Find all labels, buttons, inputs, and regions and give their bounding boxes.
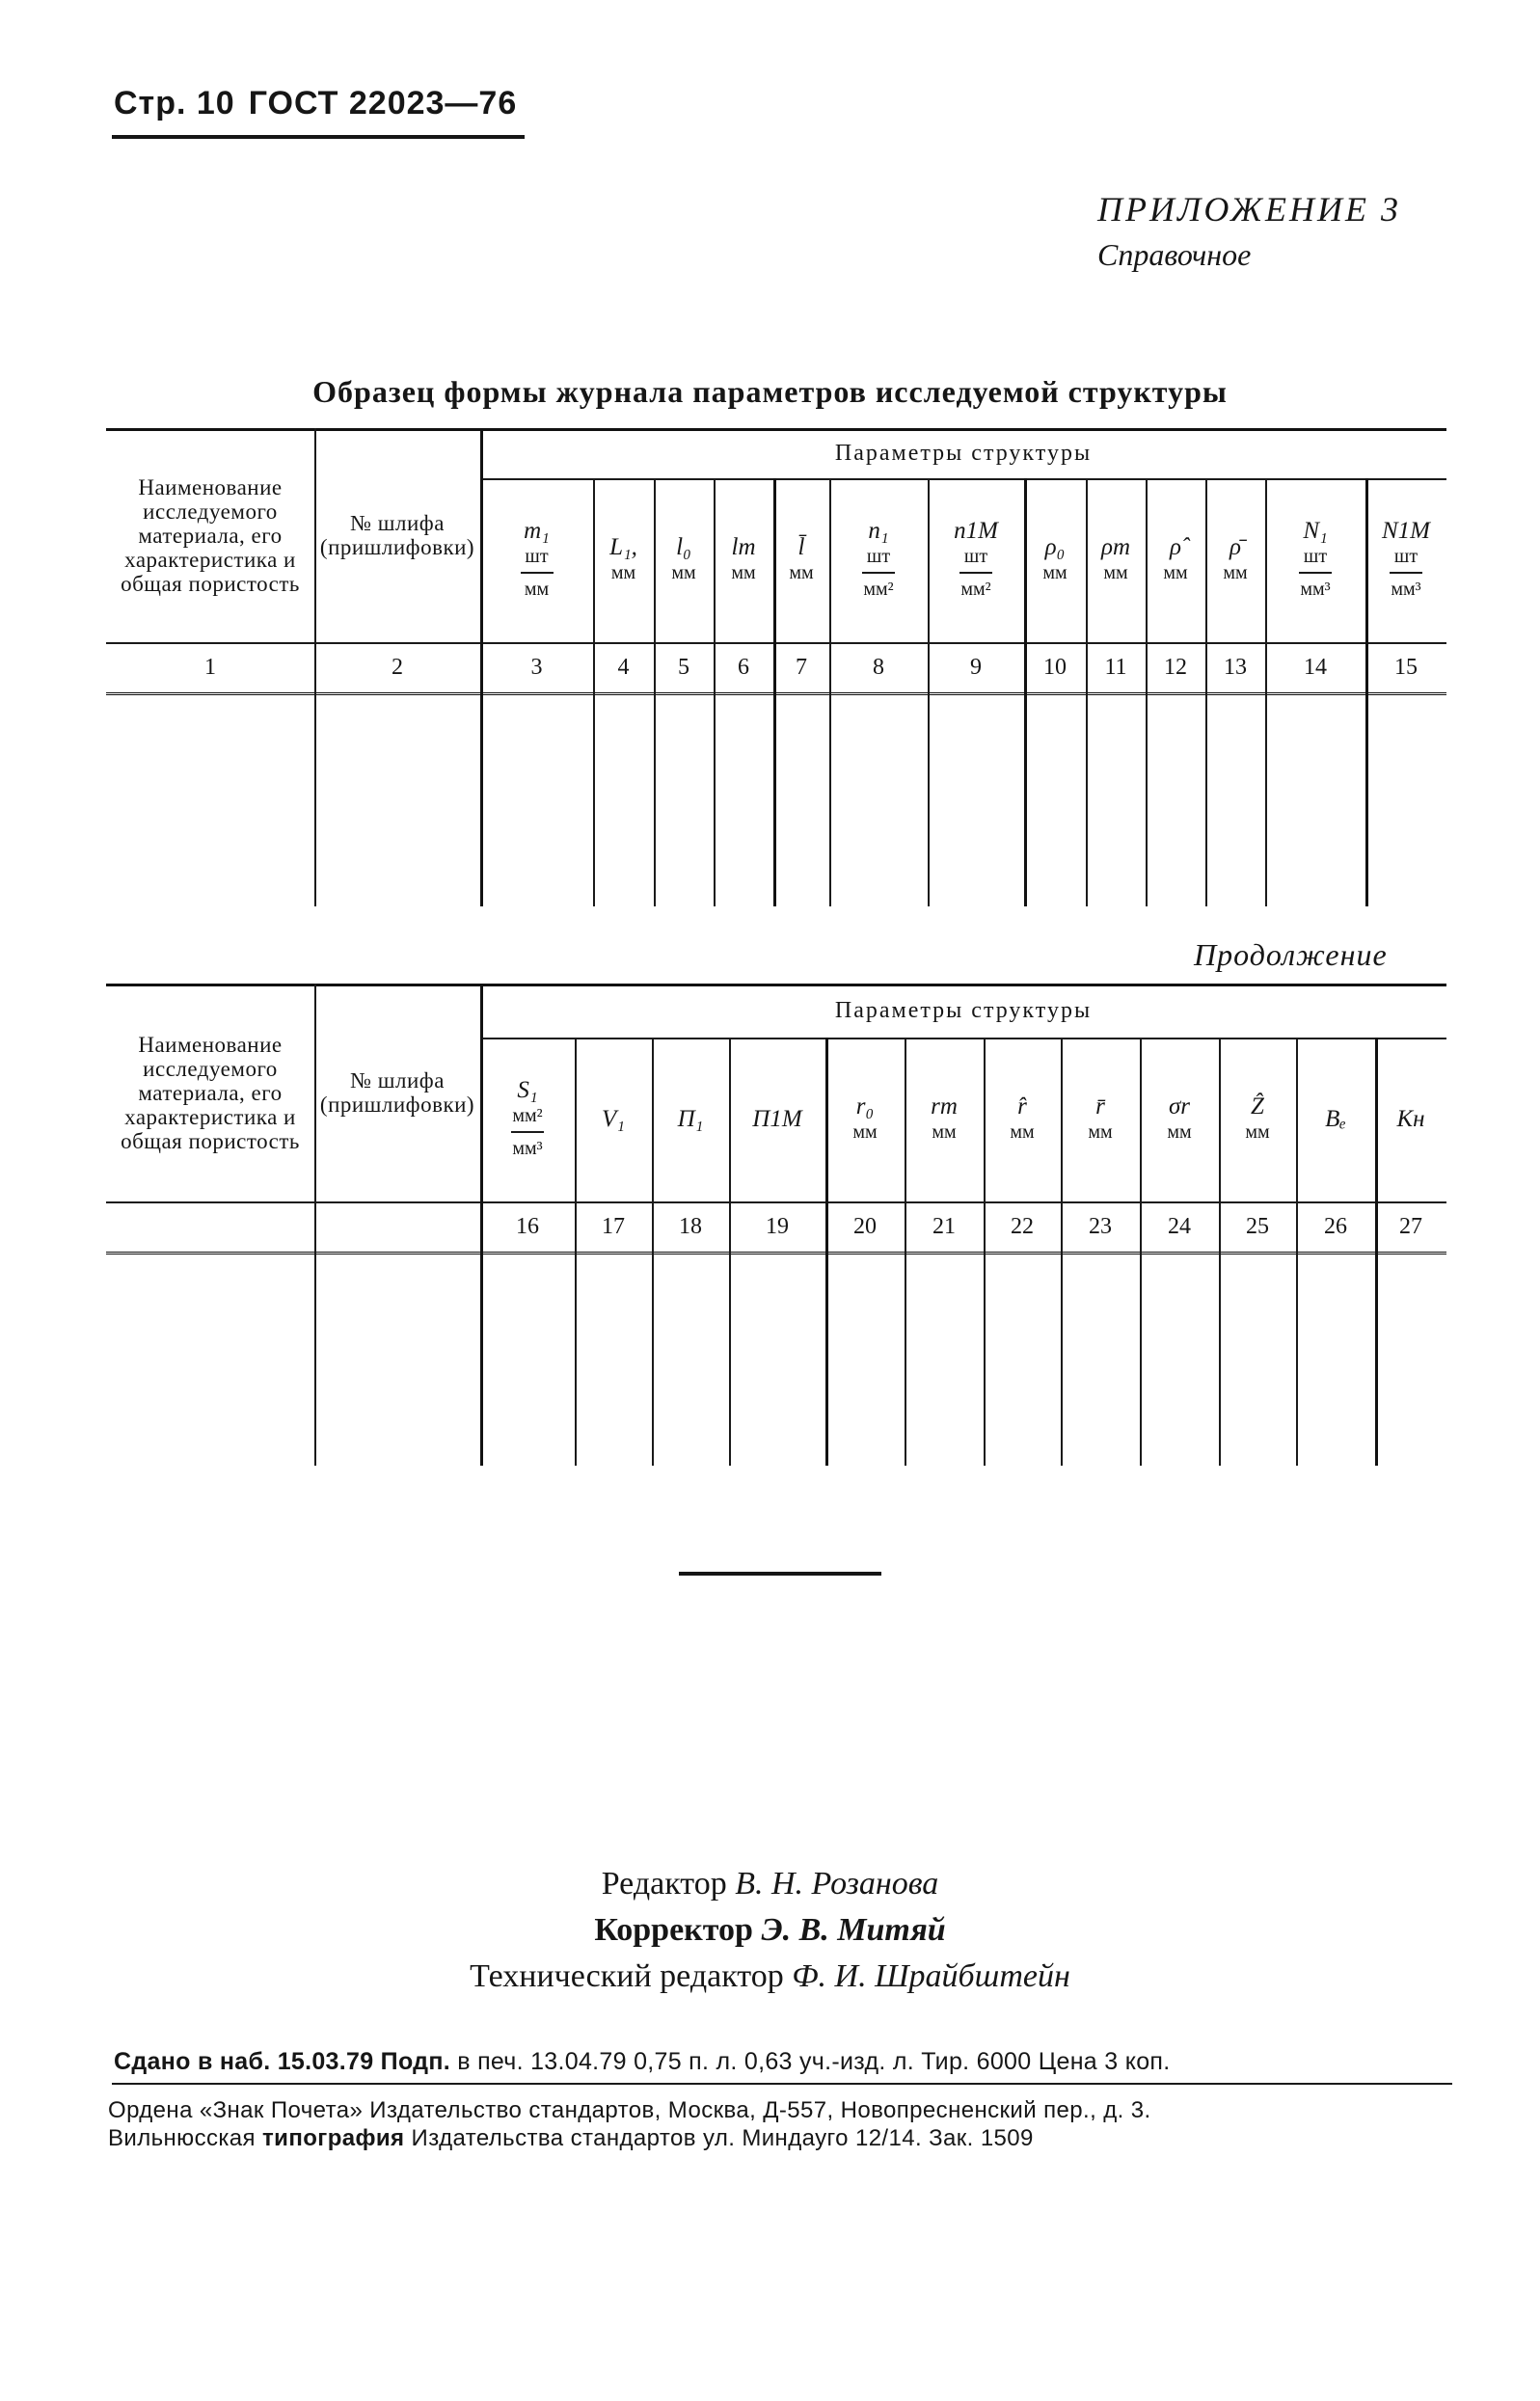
- param-Be: Bₑ: [1325, 1106, 1346, 1132]
- editor-line: Редактор В. Н. Розанова: [601, 1866, 939, 1902]
- param-P1M: П1M: [752, 1106, 802, 1132]
- col-number: 22: [1011, 1213, 1034, 1239]
- page-header: [114, 85, 517, 122]
- imprint-line-2: Ордена «Знак Почета» Издательство стандартов, Москва, Д-557, Новопресненский пер., д. 3.: [108, 2097, 1151, 2123]
- col-number: 5: [678, 654, 689, 680]
- param-Kn: Kн: [1396, 1106, 1425, 1132]
- col-number: 4: [617, 654, 630, 680]
- param-r0: r₀ мм: [852, 1093, 878, 1143]
- param-rho-hat: ρ̂ мм: [1163, 534, 1188, 583]
- col-number: 17: [602, 1213, 625, 1239]
- standard-number: ГОСТ 22023—76: [248, 85, 518, 121]
- param-l-bar: l̄ мм: [789, 534, 814, 583]
- col-number: 13: [1224, 654, 1247, 680]
- param-r-hat: r̂ мм: [1010, 1093, 1035, 1143]
- appendix-subtitle: Справочное: [1097, 237, 1252, 272]
- col-number: 11: [1104, 654, 1127, 680]
- param-S1: S₁ мм² мм³: [512, 1077, 543, 1159]
- parameters-table-1: [106, 428, 1446, 906]
- col-sample-header: № шлифа (пришлифовки): [319, 1068, 475, 1117]
- param-N1M: N1M шт мм³: [1382, 518, 1430, 600]
- col-number: 21: [932, 1213, 956, 1239]
- params-group-header: Параметры структуры: [834, 997, 1093, 1023]
- imprint-line-3: Вильнюсская типография Издательства стандартов ул. Миндауго 12/14. Зак. 1509: [108, 2125, 1034, 2151]
- continuation-label: Продолжение: [1194, 937, 1388, 972]
- col-number: 6: [738, 654, 749, 680]
- param-m1: m₁ шт мм: [480, 478, 593, 642]
- param-rhom: ρm мм: [1100, 534, 1131, 583]
- imprint-rule: [112, 2083, 1452, 2085]
- params-group-header: Параметры структуры: [834, 440, 1093, 466]
- param-rho0: ρ₀ мм: [1042, 534, 1067, 583]
- col-number: 16: [516, 1213, 539, 1239]
- col-number: 1: [204, 654, 216, 680]
- param-P1: П₁: [677, 1106, 704, 1132]
- credits-block: [0, 1861, 1540, 2000]
- imprint-line-1: Сдано в наб. 15.03.79 Подп. в печ. 13.04.79 0,75 п. л. 0,63 уч.-изд. л. Тир. 6000 Цена 3 коп.: [114, 2048, 1171, 2075]
- param-rm: rm мм: [931, 1093, 958, 1143]
- page-label: Стр. 10: [114, 85, 235, 121]
- col-number: 27: [1399, 1213, 1422, 1239]
- header-rule: [112, 135, 525, 139]
- col-number: 24: [1168, 1213, 1191, 1239]
- param-n1M: n1M шт мм²: [954, 518, 998, 600]
- corrector-line: Корректор Э. В. Митяй: [594, 1912, 946, 1948]
- col-number: 20: [853, 1213, 877, 1239]
- col-number: 12: [1164, 654, 1187, 680]
- col-number: 23: [1089, 1213, 1112, 1239]
- tech-editor-line: Технический редактор Ф. И. Шрайбштейн: [470, 1958, 1070, 1994]
- col-sample-header: № шлифа (пришлифовки): [319, 511, 475, 559]
- col-number: 2: [392, 654, 403, 680]
- col-material-header: Наименование исследуемого материала, его характеристика и общая пористость: [121, 1032, 300, 1153]
- param-r-bar: r̄ мм: [1088, 1093, 1113, 1143]
- param-lm: lm мм: [731, 534, 756, 583]
- parameters-table-2: [106, 984, 1446, 1466]
- param-n1: n₁ шт мм²: [863, 518, 894, 600]
- param-l0: l₀ мм: [671, 534, 696, 583]
- col-number: 18: [679, 1213, 702, 1239]
- col-number: 14: [1304, 654, 1327, 680]
- table-title: Образец формы журнала параметров исследуемой структуры: [312, 374, 1228, 409]
- col-number: 7: [796, 654, 807, 680]
- col-number: 26: [1324, 1213, 1347, 1239]
- param-Z-hat: Ẑ мм: [1245, 1093, 1270, 1143]
- col-number: 19: [766, 1213, 789, 1239]
- col-number: 10: [1043, 654, 1067, 680]
- param-N1: N₁ шт мм³: [1300, 518, 1331, 600]
- col-material-header: Наименование исследуемого материала, его характеристика и общая пористость: [121, 474, 300, 596]
- col-number: 9: [970, 654, 982, 680]
- col-number: 3: [530, 654, 543, 680]
- appendix-title: ПРИЛОЖЕНИЕ 3: [1097, 190, 1401, 229]
- param-V1: V₁: [602, 1106, 625, 1132]
- col-number: 8: [873, 654, 884, 680]
- param-rho-bar: ρ̄ мм: [1223, 534, 1248, 583]
- col-number: 25: [1246, 1213, 1269, 1239]
- param-sigma-r: σr мм: [1167, 1093, 1192, 1143]
- section-divider: [679, 1572, 881, 1576]
- param-L1: L₁, мм: [609, 534, 637, 583]
- col-number: 15: [1394, 654, 1418, 680]
- imprint-lines: [108, 2096, 1151, 2152]
